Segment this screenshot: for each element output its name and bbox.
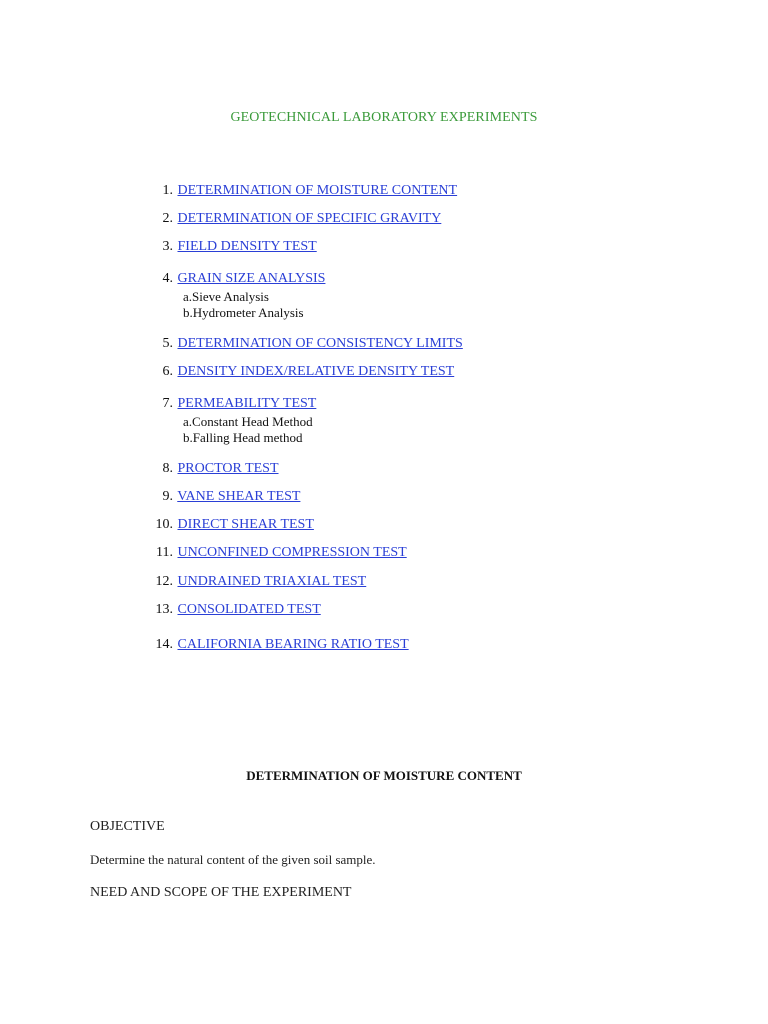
- toc-link-direct-shear[interactable]: DIRECT SHEAR TEST: [177, 517, 314, 532]
- toc-link-proctor[interactable]: PROCTOR TEST: [177, 461, 279, 476]
- toc-item-number: 14.: [155, 637, 173, 652]
- toc-item-number: 9.: [162, 489, 173, 504]
- toc-link-grain-size-analysis[interactable]: GRAIN SIZE ANALYSIS: [177, 271, 326, 286]
- toc-item: [150, 574, 366, 590]
- toc-link-field-density[interactable]: FIELD DENSITY TEST: [177, 239, 317, 254]
- toc-link-consolidated[interactable]: CONSOLIDATED TEST: [177, 602, 321, 617]
- objective-label: OBJECTIVE: [90, 819, 165, 834]
- toc-subitem: a.Sieve Analysis: [183, 289, 269, 304]
- toc-item-number: 2.: [162, 211, 173, 226]
- toc-item-number: 11.: [156, 545, 173, 560]
- toc-link-undrained-triaxial[interactable]: UNDRAINED TRIAXIAL TEST: [177, 574, 367, 589]
- toc-item: [150, 336, 463, 352]
- toc-item: [150, 461, 279, 477]
- toc-link-density-index[interactable]: DENSITY INDEX/RELATIVE DENSITY TEST: [177, 364, 455, 379]
- section-heading: DETERMINATION OF MOISTURE CONTENT: [246, 768, 522, 783]
- toc-link-vane-shear[interactable]: VANE SHEAR TEST: [177, 489, 301, 504]
- toc-link-specific-gravity[interactable]: DETERMINATION OF SPECIFIC GRAVITY: [177, 211, 442, 226]
- toc-item: [150, 271, 325, 287]
- toc-item-number: 5.: [162, 336, 173, 351]
- toc-item-number: 6.: [162, 364, 173, 379]
- toc-item-number: 3.: [162, 239, 173, 254]
- toc-item-number: 12.: [155, 574, 173, 589]
- need-and-scope-label: NEED AND SCOPE OF THE EXPERIMENT: [90, 885, 352, 900]
- toc-link-unconfined-compression[interactable]: UNCONFINED COMPRESSION TEST: [177, 545, 407, 560]
- toc-link-permeability[interactable]: PERMEABILITY TEST: [177, 396, 317, 411]
- toc-item: [150, 239, 317, 255]
- toc-item: [150, 637, 409, 653]
- toc-item-number: 4.: [162, 271, 173, 286]
- toc-subitem: a.Constant Head Method: [183, 414, 313, 429]
- toc-item-number: 8.: [162, 461, 173, 476]
- toc-item: [150, 602, 321, 618]
- toc-item-number: 1.: [162, 183, 173, 198]
- toc-subitem: b.Hydrometer Analysis: [183, 305, 304, 320]
- toc-item: [150, 211, 441, 227]
- toc-item-number: 10.: [155, 517, 173, 532]
- toc-item-number: 7.: [162, 396, 173, 411]
- toc-link-consistency-limits[interactable]: DETERMINATION OF CONSISTENCY LIMITS: [177, 336, 463, 351]
- toc-item: [150, 396, 316, 412]
- toc-item: [150, 517, 314, 533]
- page-title: GEOTECHNICAL LABORATORY EXPERIMENTS: [230, 110, 538, 125]
- toc-link-california-bearing-ratio[interactable]: CALIFORNIA BEARING RATIO TEST: [177, 637, 409, 652]
- objective-text: Determine the natural content of the given soil sample.: [90, 852, 376, 867]
- toc-item: [150, 183, 457, 199]
- toc-item: [150, 364, 454, 380]
- toc-item-number: 13.: [155, 602, 173, 617]
- toc-item: [150, 545, 407, 561]
- toc-link-moisture-content[interactable]: DETERMINATION OF MOISTURE CONTENT: [177, 183, 458, 198]
- toc-subitem: b.Falling Head method: [183, 430, 303, 445]
- toc-item: [150, 489, 300, 505]
